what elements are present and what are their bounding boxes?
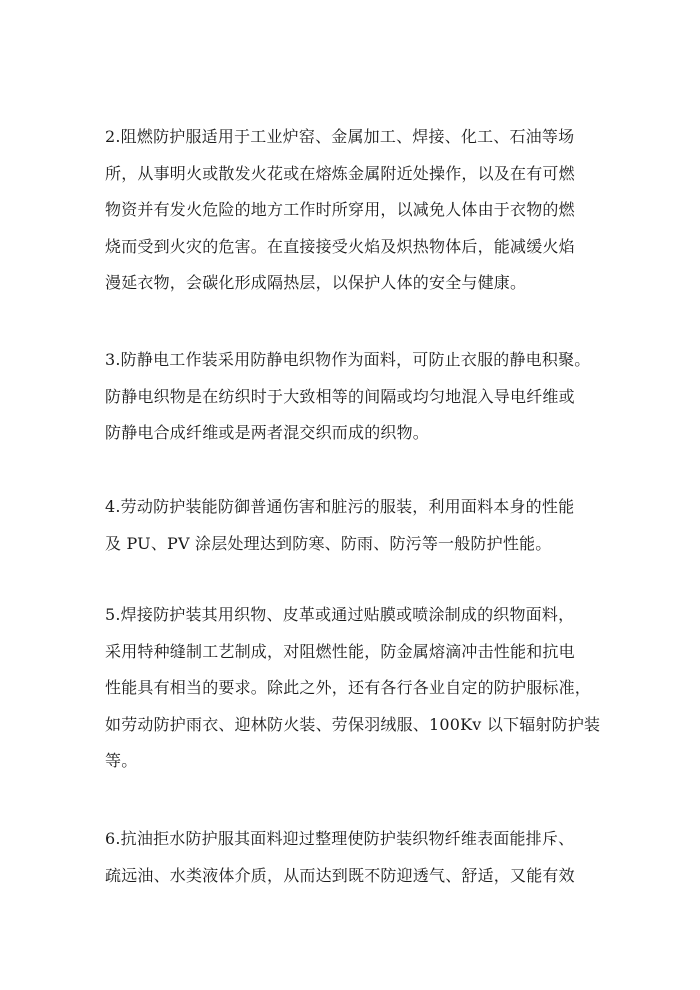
text-line: 防静电合成纤维或是两者混交织而成的织物。 <box>105 423 430 442</box>
text-line: 6.抗油拒水防护服其面料迎过整理使防护装织物纤维表面能排斥、 <box>105 829 575 848</box>
paragraph-oil-water-repellent <box>105 821 645 894</box>
text-line: 物资并有发火危险的地方工作时所穿用，以减免人体由于衣物的燃 <box>105 200 575 219</box>
text-line: 漫延衣物，会碳化形成隔热层，以保护人体的安全与健康。 <box>105 273 527 292</box>
paragraph-flame-retardant <box>105 119 645 302</box>
text-line: 所，从事明火或散发火花或在熔炼金属附近处操作，以及在有可燃 <box>105 163 575 183</box>
text-line: 4.劳动防护装能防御普通伤害和脏污的服装，利用面料本身的性能 <box>105 497 575 516</box>
text-line: 3.防静电工作装采用防静电织物作为面料，可防止衣服的静电积聚。 <box>105 350 591 369</box>
text-line: 5.焊接防护装其用织物、皮革或通过贴膜或喷涂制成的织物面料， <box>105 605 575 624</box>
text-line: 等。 <box>105 751 138 770</box>
text-line: 疏远油、水类液体介质，从而达到既不防迎透气、舒适，又能有效 <box>105 865 575 885</box>
text-line: 及 PU、PV 涂层处理达到防寒、防雨、防污等一般防护性能。 <box>105 533 552 553</box>
text-line: 防静电织物是在纺织时于大致相等的间隔或均匀地混入导电纤维或 <box>105 386 575 406</box>
paragraph-welding <box>105 597 645 780</box>
paragraph-labor-protection <box>105 489 645 562</box>
text-line: 2.阻燃防护服适用于工业炉窑、金属加工、焊接、化工、石油等场 <box>105 127 575 146</box>
text-line: 采用特种缝制工艺制成，对阻燃性能，防金属熔滴冲击性能和抗电 <box>105 641 575 661</box>
text-line: 如劳动防护雨衣、迎林防火装、劳保羽绒服、100Kv 以下辐射防护装 <box>105 714 601 734</box>
text-line: 性能具有相当的要求。除此之外，还有各行各业自定的防护服标准， <box>105 678 592 697</box>
paragraph-antistatic <box>105 342 645 452</box>
text-line: 烧而受到火灾的危害。在直接接受火焰及炽热物体后，能减缓火焰 <box>105 236 575 256</box>
